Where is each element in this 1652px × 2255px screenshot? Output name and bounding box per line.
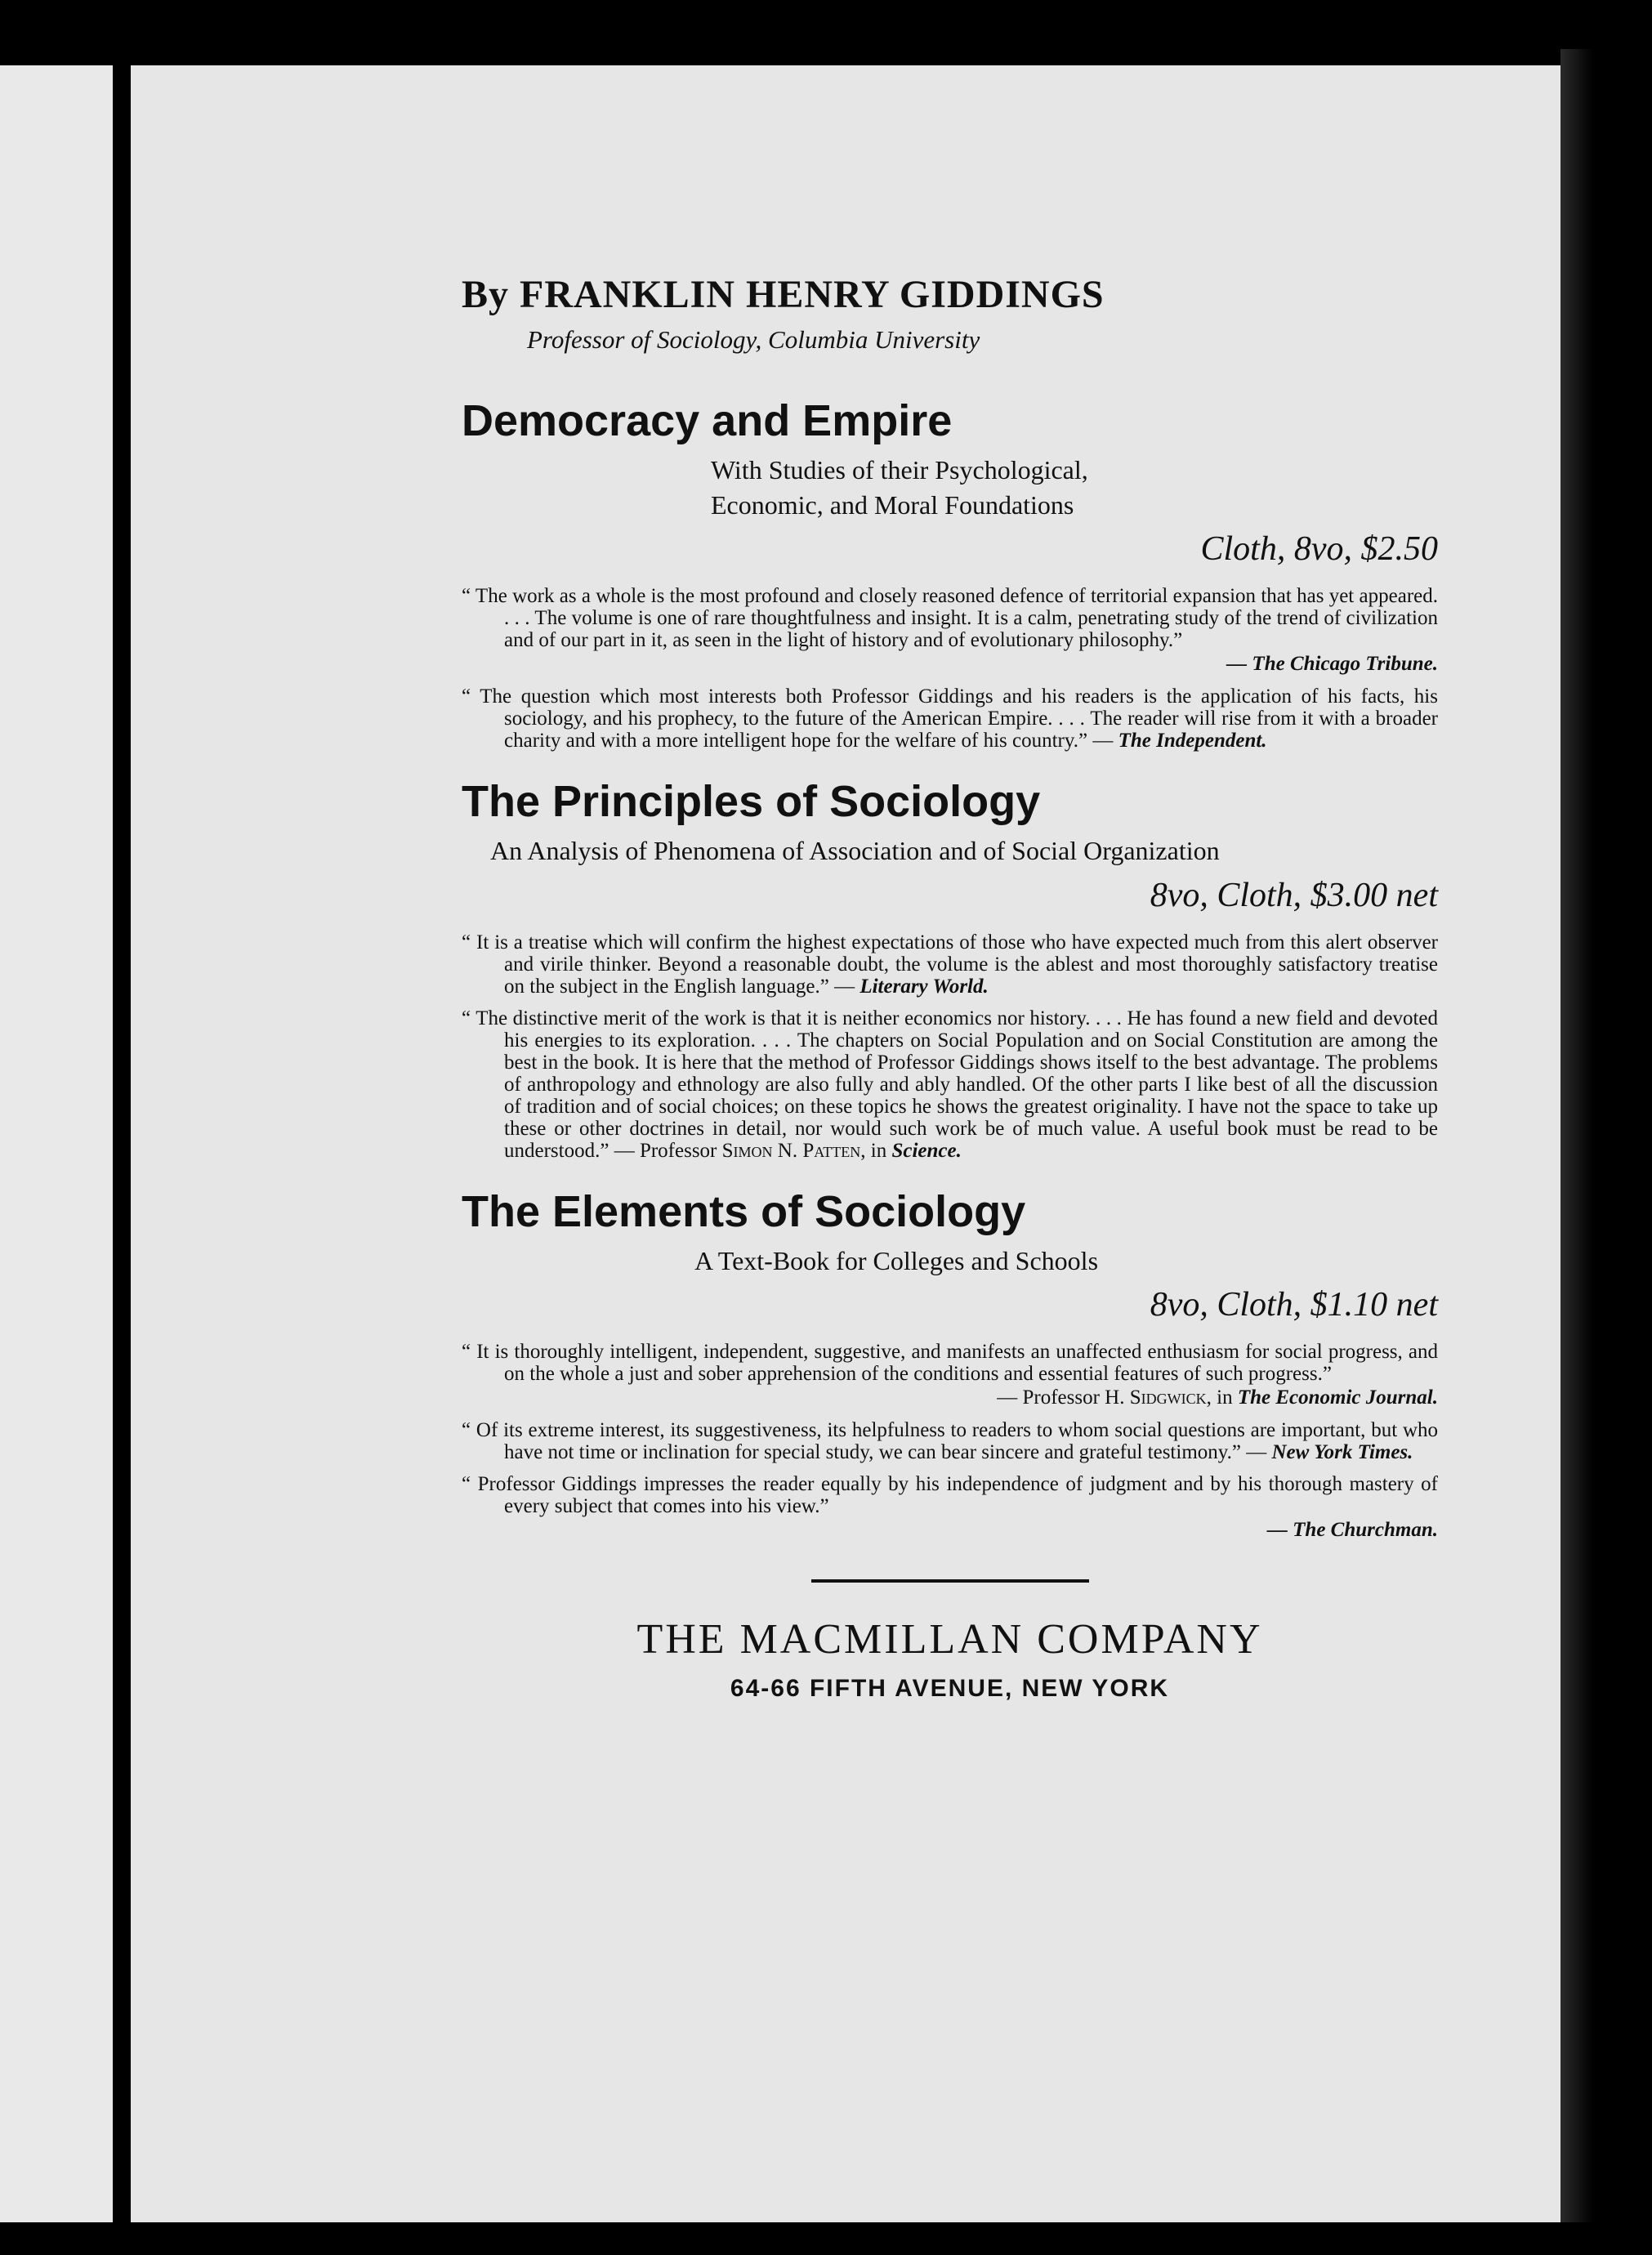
- review-attribution: [462, 653, 1438, 676]
- attribution-prefix: — Professor H.: [997, 1386, 1125, 1409]
- book-principles-of-sociology: [462, 776, 1438, 1161]
- quote-text: “ It is thoroughly intelligent, independent, suggestive, and manifests an unaffected enthusiasm for social progress, and on the whole a just and sober apprehension of the conditions and essential features of such progress.”: [462, 1340, 1438, 1385]
- book-democracy-and-empire: [462, 395, 1438, 752]
- review-quote: [462, 931, 1438, 998]
- publisher-address: 64-66 FIFTH AVENUE, NEW YORK: [730, 1674, 1170, 1702]
- advertisement-content: [462, 274, 1438, 1703]
- review-attribution: [462, 1386, 1438, 1409]
- review-attribution: [462, 1519, 1438, 1542]
- review-quote: [462, 585, 1438, 651]
- quote-text: “ Professor Giddings impresses the reader equally by his independence of judgment and by his thorough mastery of every subject that comes into his view.”: [462, 1472, 1438, 1517]
- quote-text: “ Of its extreme interest, its suggestiveness, its helpfulness to readers to whom social questions are important, but who have not time or inclination for special study, we can bear sincere and grateful testimony.” —: [462, 1418, 1438, 1463]
- subtitle-line: A Text-Book for Colleges and Schools: [694, 1245, 1099, 1275]
- review-quote: [462, 1419, 1438, 1463]
- review-quote: [462, 1007, 1438, 1162]
- book-subtitle: [462, 833, 1438, 869]
- reviewer-name: Sidgwick: [1129, 1386, 1207, 1409]
- review-source: New York Times.: [1271, 1440, 1413, 1463]
- review-source: The Independent.: [1118, 730, 1267, 752]
- review-source: Literary World.: [859, 975, 989, 998]
- quote-text: “ The distinctive merit of the work is that it is neither economics nor history. . . . He has found a new field and devoted his energies to its exploration. . . . The chapters on Social Population and on Social Constitution are among the best in the book. It is here that the method of Professor Giddings shows itself to the best advantage. The problems of anthropology and ethnology are also fully and ably handled. Of the other parts I like best of all the discussion of tradition and of social choices; on these topics he shows the greatest originality. I have not the space to take up these or other doctrines in detail, nor would such work be of much value. A useful book must be read to be understood.” — Professor: [462, 1007, 1438, 1162]
- review-quote: [462, 1473, 1438, 1517]
- page: [131, 65, 1560, 2222]
- publisher-name: THE MACMILLAN COMPANY: [636, 1615, 1263, 1663]
- divider-rule: [811, 1579, 1089, 1583]
- quote-text: “ It is a treatise which will confirm the highest expectations of those who have expected much from this alert observer and virile thinker. Beyond a reasonable doubt, the volume is the ablest and most thoroughly satisfactory treatise on the subject in the English language.” —: [462, 931, 1438, 998]
- book-title: The Elements of Sociology: [462, 1186, 1026, 1236]
- quote-text: “ The question which most interests both Professor Giddings and his readers is the application of his facts, his sociology, and his prophecy, to the future of the American Empire. . . . The reader will rise from it with a broader charity and with a more intelligent hope for the welfare of his country.” —: [462, 685, 1438, 752]
- review-source: Science.: [891, 1139, 962, 1162]
- review-quote: [462, 685, 1438, 752]
- page-edge: [1560, 49, 1593, 2222]
- book-price: 8vo, Cloth, $3.00 net: [1150, 876, 1438, 914]
- author-role: Professor of Sociology, Columbia University: [527, 324, 980, 354]
- review-source: — The Churchman.: [1266, 1518, 1438, 1541]
- attribution-connector: , in: [1206, 1386, 1233, 1409]
- book-price: Cloth, 8vo, $2.50: [1200, 530, 1438, 569]
- review-source: The Economic Journal.: [1237, 1386, 1438, 1409]
- reviewer-name: Simon N. Patten: [721, 1139, 861, 1162]
- book-elements-of-sociology: [462, 1186, 1438, 1542]
- author-name: By FRANKLIN HENRY GIDDINGS: [462, 273, 1105, 316]
- review-source: — The Chicago Tribune.: [1226, 653, 1438, 676]
- book-subtitle: [462, 453, 1438, 523]
- subtitle-line: An Analysis of Phenomena of Association and of Social Organization: [490, 836, 1220, 866]
- review-quote: [462, 1341, 1438, 1385]
- quote-text: “ The work as a whole is the most profound and closely reasoned defence of territorial expansion that has yet appeared. . . . The volume is one of rare thoughtfulness and insight. It is a calm, penetrating study of the trend of civilization and of our part in it, as seen in the light of history and of evolutionary philosophy.”: [462, 585, 1438, 652]
- book-title: The Principles of Sociology: [462, 777, 1041, 827]
- quote-connector: , in: [860, 1139, 887, 1162]
- left-page: [0, 65, 113, 2222]
- book-price: 8vo, Cloth, $1.10 net: [1150, 1285, 1438, 1324]
- book-subtitle: [462, 1244, 1438, 1279]
- book-title: Democracy and Empire: [462, 395, 953, 445]
- subtitle-line: With Studies of their Psychological,: [711, 454, 1088, 484]
- subtitle-line: Economic, and Moral Foundations: [711, 490, 1074, 520]
